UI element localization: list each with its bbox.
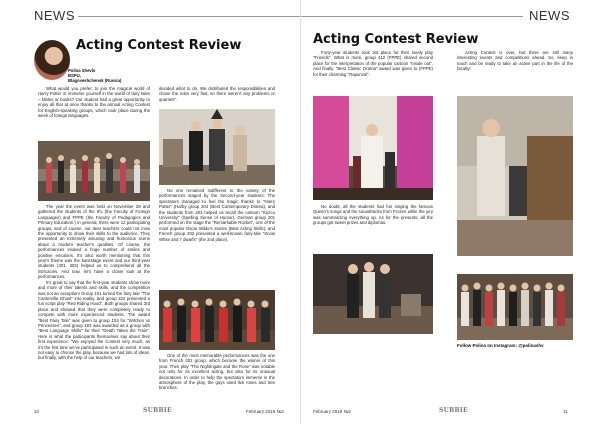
left-col2-paragraph3: One of the most memorable performances was the one from French 302 group, which became the winner of this year. Their play "The Nightingale and the Rose" was notable not only for its excellent acting, but also for its unusual decorations. In order to help the spectators immerse in the atmosphere of the play, the guys used live roses and tree branches. [159,353,275,391]
left-col1-paragraph1: What would you prefer: to join the magical world of Harry Potter or immerse yourself in the world of fairy tales – fables or books? Our student had a great opportunity to enjoy all that at once thanks to the annual Acting Contest for English-speaking groups, which took place during the week of foreign languages. [38,86,150,119]
left-col1-paragraph2 [38,204,150,402]
page-number-left: 10 [34,409,40,414]
right-page [300,0,600,424]
page-number-right: 11 [563,409,568,414]
photo-students-stage [38,141,150,201]
photo-final-group [457,274,573,340]
instagram-caption: Follow Polina on Instagram: @polinashv [457,343,544,348]
article-title-left: Acting Contest Review [76,38,242,53]
photo-classroom-scene [457,96,573,256]
left-col1-p2-text: The year the event was held on November 29 and gathered the students of the IFL (the Faculty of Foreign Languages) and FPPE (the Faculty of Pedagogics and Primary Education.) In general, there were 12 participating groups, and of course, our dear teachers could not miss the opportunity to show their skills to the audience. They presented an extremely amusing and humorous scene about a modern teacher's qualities. Of course, the performances evoked a huge number of smiles and positive emotions. It's also worth mentioning that this year's theme was the backstage event and our third-year students (301, 302) helped us to comprehend all the intricacies. And now, let's have a closer look at the performances. [38,204,150,280]
author-byline [68,68,121,84]
left-col2-paragraph2: No one remained indifferent to the variety of the performances staged by the Second-year students. The spectators managed to feel the magic thanks to "Harry Potter" (Harby group 204 (Best Contemporary Drama), and the students from 203 helped us recall the cartoon "Kuzco University" (Spelling Sense of Humor). German group 201 performed on the stage the "Remarkable Rocket", one of the most popular Oscar Wilde's stories (Best Acting Skills), and French group 202 presented a well-known fairy-tale "Snow White and 7 dwarfs" (the 2nd place). [159,188,275,242]
stage-photo-illustration [38,141,150,201]
author-group: BSPU, [68,73,81,79]
rapunzel-photo-illustration [313,96,433,200]
right-col2-paragraph1: Acting Contest is over, but there are still many interesting events and competitions ahead. So, keep in touch and be ready to take an active part in the life of the faculty! [457,50,573,72]
photo-rapunzel-scene [313,96,433,200]
final-group-illustration [457,274,573,340]
author-name: Polina Shevlo [68,68,96,73]
photo-harry-potter-scene [159,109,275,185]
photo-group-line [159,290,275,350]
photo-group-on-stage [313,254,433,334]
right-col1-paragraph1: Forty-year students took 3rd place for their lovely play "Friends". What is more, group 412 (FPPE) shared second place for the interpretation of the popular cartoon "Inside out". And finally, "Best Classic Drama" award was given to (FPPE) for their charming "Rapunzel". [313,50,433,77]
issue-date-left: February 2019 №2 [246,409,284,414]
header-rule-left [78,16,300,17]
issue-date-right: February 2019 №2 [313,409,351,414]
group-photo-illustration [159,290,275,350]
author-avatar [34,40,70,80]
author-location: Blagoveshchensk (Russia) [68,78,122,84]
brand-logo-right: SUBBIE [439,407,468,414]
section-label-left: NEWS [34,8,75,23]
left-col2-paragraph1: decided what to do. We distributed the responsibilities and chose the roles very fast, so there weren't any problems or quarrels". [159,86,275,102]
right-col1-paragraph2: No doubt, all the students had fun singing the famous Queen's songs and the soundtracks from Frozen while the jury was summarizing everything up. As for the presents, all the groups got sweet prizes and diplomas. [313,204,433,226]
brand-logo-left: SUBBIE [143,407,172,414]
section-label-right: NEWS [529,8,570,23]
article-title-right: Acting Contest Review [313,32,479,47]
left-col1-p3-text: It's great to say that the first-year students show more and more of their talents and skills, and the competition was not an exception! Group 101 turned the fairy tale "The Canterville Ghost" into reality, and group 102 presented a fun script play "Red Riding Hood". Both groups shared 3rd place and showed that they were completely ready to compete with more experienced students. The award "Best Fairy Tale" was given to group 104 for "Witches vs Princesses", and group 103 was awarded as a group with "Best Language Skills" for their "Death Takes the Train". Here is what the participants themselves say about their first experience: "We enjoyed the Contest very much, as it's the first time we've participated in such an event. It was not easy to choose the play, because we had lots of ideas, but finally, with the help of our teachers, we [38,279,150,361]
hp-photo-illustration [159,109,275,185]
group-stage-illustration [313,254,433,334]
header-rule-right [301,16,523,17]
classroom-photo-illustration [457,96,573,256]
